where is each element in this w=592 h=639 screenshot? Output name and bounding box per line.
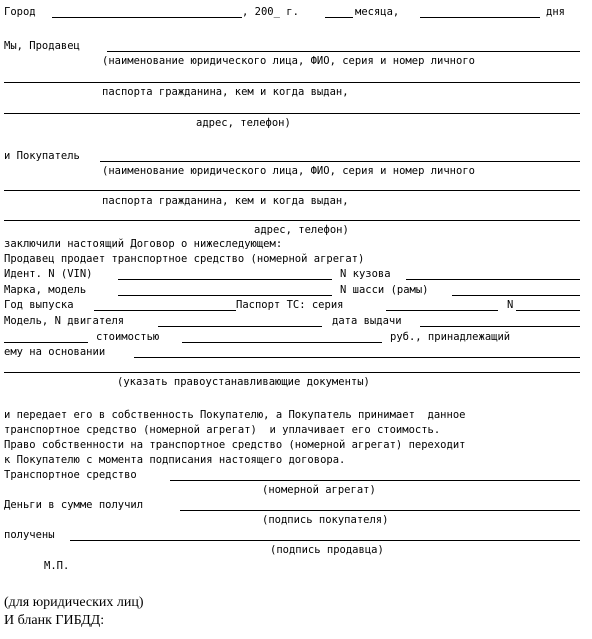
day-field[interactable]	[325, 17, 353, 18]
buyer-field-1[interactable]	[100, 161, 580, 162]
agreement-sells: Продавец продает транспортное средство (номерной агрегат)	[4, 253, 365, 265]
currency-label: руб., принадлежащий	[390, 331, 511, 343]
received-label: получены	[4, 529, 55, 541]
issue-date-label: дата выдачи	[332, 315, 402, 327]
pts-number-label: N	[507, 299, 514, 311]
month-label: месяца,	[355, 6, 400, 18]
city-label: Город	[4, 6, 36, 18]
pts-series-field[interactable]	[386, 310, 498, 311]
body-text-line-4: к Покупателю с момента подписания настоящего договора.	[4, 454, 346, 466]
year-label: Год выпуска	[4, 299, 74, 311]
body-number-field[interactable]	[406, 279, 580, 280]
issue-date-cont-field[interactable]	[4, 342, 88, 343]
model-label: Марка, модель	[4, 284, 87, 296]
buyer-hint-3: адрес, телефон)	[254, 224, 349, 236]
buyer-field-2[interactable]	[4, 190, 580, 191]
seller-hint-2: паспорта гражданина, кем и когда выдан,	[102, 86, 349, 98]
issue-date-field[interactable]	[420, 326, 580, 327]
vehicle-transfer-label: Транспортное средство	[4, 469, 137, 481]
vin-label: Идент. N (VIN)	[4, 268, 93, 280]
body-text-line-3: Право собственности на транспортное средство (номерной агрегат) переходит	[4, 439, 466, 451]
money-received-label: Деньги в сумме получил	[4, 499, 144, 511]
vehicle-transfer-field[interactable]	[170, 480, 580, 481]
month-field[interactable]	[420, 17, 540, 18]
seller-hint-1: (наименование юридического лица, ФИО, серия и номер личного	[102, 55, 475, 67]
received-field[interactable]	[70, 540, 580, 541]
pts-label: Паспорт ТС: серия	[236, 299, 344, 311]
seller-field-1[interactable]	[107, 51, 580, 52]
gibdd-label: И бланк ГИБДД:	[4, 613, 105, 628]
city-field[interactable]	[52, 17, 242, 18]
seller-label: Мы, Продавец	[4, 40, 80, 52]
engine-label: Модель, N двигателя	[4, 315, 125, 327]
basis-field-1[interactable]	[134, 357, 580, 358]
buyer-field-3[interactable]	[4, 220, 580, 221]
body-number-label: N кузова	[340, 268, 391, 280]
buyer-signature-hint: (подпись покупателя)	[262, 514, 389, 526]
vin-field[interactable]	[118, 279, 332, 280]
seller-signature-hint: (подпись продавца)	[270, 544, 384, 556]
buyer-hint-1: (наименование юридического лица, ФИО, серия и номер личного	[102, 165, 475, 177]
pts-number-field[interactable]	[516, 310, 580, 311]
body-text-line-2: транспортное средство (номерной агрегат) и уплачивает его стоимость.	[4, 424, 441, 436]
legal-entity-note: (для юридических лиц)	[4, 595, 144, 610]
days-label: дня	[546, 6, 565, 18]
body-text-line-1: и передает его в собственность Покупателю, а Покупатель принимает данное	[4, 409, 466, 421]
buyer-label: и Покупатель	[4, 150, 80, 162]
money-received-field[interactable]	[180, 510, 580, 511]
stamp-label: М.П.	[44, 560, 70, 572]
basis-hint: (указать правоустанавливающие документы)	[117, 376, 370, 388]
model-field[interactable]	[118, 295, 332, 296]
engine-field[interactable]	[158, 326, 322, 327]
seller-field-2[interactable]	[4, 82, 580, 83]
seller-field-3[interactable]	[4, 113, 580, 114]
seller-hint-3: адрес, телефон)	[196, 117, 291, 129]
year-field[interactable]	[94, 310, 236, 311]
basis-field-2[interactable]	[4, 372, 580, 373]
cost-field[interactable]	[182, 342, 382, 343]
chassis-label: N шасси (рамы)	[340, 284, 429, 296]
chassis-field[interactable]	[452, 295, 580, 296]
cost-label: стоимостью	[96, 331, 160, 343]
agreement-intro: заключили настоящий Договор о нижеследующем:	[4, 238, 283, 250]
basis-label: ему на основании	[4, 346, 106, 358]
year-text: , 200_ г.	[242, 6, 299, 18]
buyer-hint-2: паспорта гражданина, кем и когда выдан,	[102, 195, 349, 207]
vehicle-transfer-hint: (номерной агрегат)	[262, 484, 376, 496]
